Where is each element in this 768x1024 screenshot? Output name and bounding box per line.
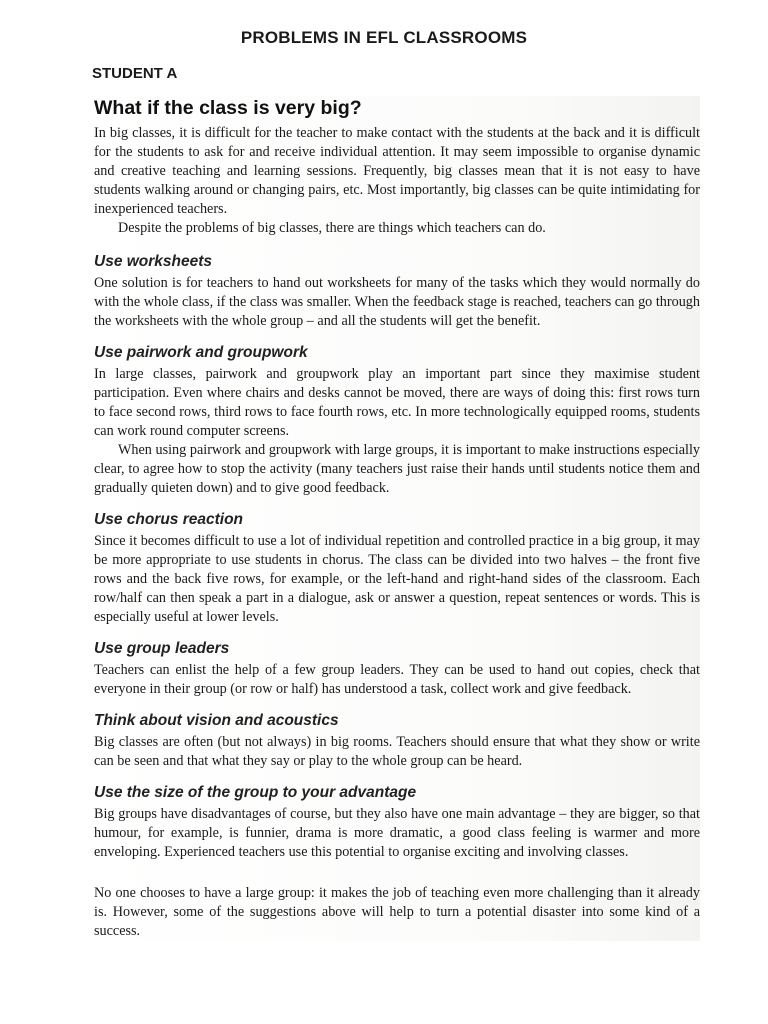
section-heading: Think about vision and acoustics [94,712,339,729]
intro-paragraph: In big classes, it is difficult for the teacher to make contact with the students at the back and it is difficult for the students to ask for and receive individual attention. It may seem impossible to organise dynamic and creative teaching and learning sessions. Frequently, big classes mean that it is not easy to have students walking around or changing pairs, etc. Most importantly, big classes can be quite intimidating for inexperienced teachers. [94,125,700,217]
section-pairwork-groupwork [94,343,700,498]
section-heading: Use group leaders [94,640,230,657]
article [94,96,700,941]
section-paragraph: In large classes, pairwork and groupwork play an important part since they maximise student participation. Even where chairs and desks cannot be moved, there are ways of doing this: first rows turn to face second rows, third rows to face fourth rows, etc. In more technologically equipped rooms, students can work round computer screens. [94,366,700,439]
section-group-size-advantage [94,783,700,862]
section-chorus-reaction [94,510,700,627]
section-vision-acoustics [94,711,700,771]
main-heading: What if the class is very big? [94,97,362,119]
section-heading: Use pairwork and groupwork [94,344,308,361]
page-title: PROBLEMS IN EFL CLASSROOMS [240,28,528,47]
section-paragraph: One solution is for teachers to hand out worksheets for many of the tasks which they would normally do with the whole class, if the class was smaller. When the feedback stage is reached, teachers can go through the worksheets with the whole group – and all the students will get the benefit. [94,275,700,329]
section-paragraph: Since it becomes difficult to use a lot of individual repetition and controlled practice in a big group, it may be more appropriate to use students in chorus. The class can be divided into two halves – the front five rows and the back five rows, for example, or the left-hand and right-hand sides of the classroom. Each row/half can then speak a part in a dialogue, ask or answer a question, repeat sentences or words. This is especially useful at lower levels. [94,533,700,625]
section-paragraph: Big classes are often (but not always) in big rooms. Teachers should ensure that what they show or write can be seen and that what they say or play to the whole group can be heard. [94,734,700,769]
section-heading: Use worksheets [94,253,213,270]
section-heading: Use chorus reaction [94,511,244,528]
section-group-leaders [94,639,700,699]
student-label: STUDENT A [92,65,178,82]
section-paragraph: When using pairwork and groupwork with large groups, it is important to make instructions especially clear, to agree how to stop the activity (many teachers just raise their hands until students notice them and gradually quieten down) and to give good feedback. [94,442,700,496]
section-worksheets [94,252,700,331]
section-heading: Use the size of the group to your advantage [94,784,417,801]
section-paragraph: Big groups have disadvantages of course, but they also have one main advantage – they are bigger, so that humour, for example, is funnier, drama is more dramatic, a good class feeling is warmer and more enveloping. Experienced teachers use this potential to organise exciting and involving classes. [94,806,700,860]
intro-paragraph: Despite the problems of big classes, there are things which teachers can do. [118,220,546,236]
section-paragraph: Teachers can enlist the help of a few group leaders. They can be used to hand out copies, check that everyone in their group (or row or half) has understood a task, collect work and give feedback. [94,662,700,697]
closing-paragraph: No one chooses to have a large group: it makes the job of teaching even more challenging than it already is. However, some of the suggestions above will help to turn a potential disaster into some kind of a success. [94,885,700,939]
